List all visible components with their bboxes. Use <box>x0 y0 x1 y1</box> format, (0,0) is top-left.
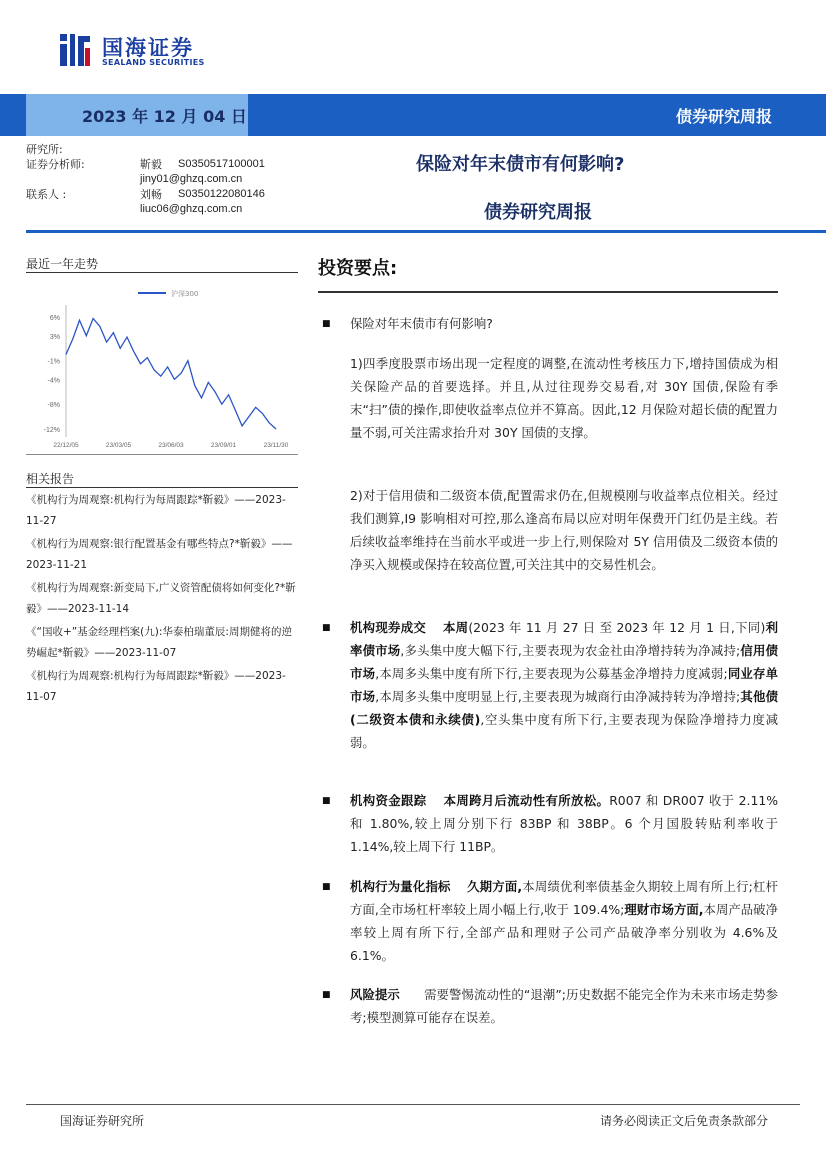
question-title: 保险对年末债市有何影响? <box>350 316 493 331</box>
related-report-item[interactable]: 《“国收+”基金经理档案(九):华泰柏瑞董辰:周期健将的逆势崛起*靳毅》——2023-11-07 <box>26 626 292 659</box>
y-tick-label: -8% <box>47 402 60 410</box>
related-reports <box>26 470 298 708</box>
paragraph-1: 1)四季度股票市场出现一定程度的调整,在流动性考核压力下,增持国债成为相关保险产品的首要选择。并且,从过往现券交易看,对 30Y 国债,保险有季末“扫”债的操作,即使收益率点位并不算高。因此,12 月保险对超长债的配置力量不弱,可关注需求抬升对 30Y 国债的支撑。 <box>350 356 778 440</box>
footer-institute: 国海证券研究所 <box>60 1114 145 1128</box>
trend-chart <box>26 279 298 459</box>
contact-name: 刘畅 <box>140 188 162 201</box>
footer-disclaimer: 请务必阅读正文后免责条款部分 <box>599 1114 768 1128</box>
x-tick-label: 23/03/05 <box>105 442 132 449</box>
y-tick-label: 3% <box>49 333 60 341</box>
footer-divider <box>26 1104 800 1105</box>
keypoints-section <box>318 255 778 283</box>
x-tick-label: 23/09/01 <box>210 442 237 449</box>
section-bond-trading: 机构现券成交 本周(2023 年 11 月 27 日 至 2023 年 12 月 1 日,下同)利率债市场,多头集中度大幅下行,主要表现为农金社由净增持转为净减持;信用债市场,本周多头集中度有所下行,主要表现为公募基金净增持力度减弱;同业存单市场,本周多头集中度明显上行,主要表现为城商行由净减持转为净增持;其他债(二级资本债和永续债),空头集中度有所下行,主要表现为保险净增持力度减弱。 <box>350 620 779 750</box>
related-report-item[interactable]: 《机构行为周观察:机构行为每周跟踪*靳毅》——2023-11-27 <box>26 494 286 527</box>
bullet-icon: ■ <box>322 319 331 329</box>
report-type: 债券研究周报 <box>675 107 772 126</box>
bullet-icon: ■ <box>322 623 331 633</box>
related-report-item[interactable]: 《机构行为周观察:机构行为每周跟踪*靳毅》——2023-11-07 <box>26 670 286 703</box>
series-line <box>66 319 276 430</box>
trend-chart-svg <box>26 279 298 455</box>
related-heading: 相关报告 <box>26 470 298 488</box>
section-funding: 机构资金跟踪 本周跨月后流动性有所放松。R007 和 DR007 收于 2.11%和 1.80%,较上周分别下行 83BP 和 38BP。6 个月国股转贴利率收于 1.14%,较上周下行 11BP。 <box>350 793 778 854</box>
analyst-cert: S0350517100001 <box>178 158 265 170</box>
report-title: 保险对年末债市有何影响? <box>416 154 625 175</box>
analyst-email[interactable]: jiny01@ghzq.com.cn <box>140 173 243 185</box>
analyst-label: 证券分析师: <box>26 158 85 171</box>
contact-label: 联系人 : <box>26 188 67 201</box>
section-quant: 机构行为量化指标 久期方面,本周绩优利率债基金久期较上周有所上行;杠杆方面,全市场杠杆率较上周小幅上行,收于 109.4%;理财市场方面,本周产品破净率较上周有所下行,全部产品和理财子公司产品破净率分别收为 4.6%及 6.1%。 <box>350 879 778 963</box>
legend-label: 沪深300 <box>171 290 199 298</box>
paragraph-2: 2)对于信用债和二级资本债,配置需求仍在,但规模刚与收益率点位相关。经过我们测算,I9 影响相对可控,那么逢高布局以应对明年保费开门红仍是主线。若后续收益率维持在当前水平或进一步上行,则保险对 5Y 信用债及二级资本债的净买入规模或保持在较高位置,可关注其中的交易性机会。 <box>350 488 778 572</box>
header-banner <box>0 94 826 136</box>
related-report-item[interactable]: 《机构行为周观察:新变局下,广义资管配债将如何变化?*靳毅》——2023-11-14 <box>26 582 296 615</box>
bullet-icon: ■ <box>322 796 331 806</box>
bullet-icon: ■ <box>322 990 331 1000</box>
keypoints-heading: 投资要点: <box>318 258 398 279</box>
sealand-logo-icon <box>58 30 92 68</box>
x-tick-label: 22/12/05 <box>53 442 79 449</box>
section-title: 机构资金跟踪 <box>350 793 427 808</box>
institute-label: 研究所: <box>26 143 63 156</box>
company-name-en: SEALAND SECURITIES <box>102 58 205 67</box>
trend-section <box>26 255 298 449</box>
report-date: 2023 年 12 月 04 日 <box>82 107 247 126</box>
report-subtitle: 债券研究周报 <box>484 202 592 223</box>
company-name-cn: 国海证券 <box>102 36 194 60</box>
analyst-info <box>26 142 326 217</box>
contact-cert: S0350122080146 <box>178 188 265 200</box>
x-tick-label: 23/06/03 <box>158 442 184 449</box>
y-tick-label: -1% <box>47 358 60 366</box>
section-title: 机构现券成交 <box>350 620 427 635</box>
header-divider <box>26 230 826 233</box>
section-risk: 风险提示 需要警惕流动性的“退潮”;历史数据不能完全作为未来市场走势参考;模型测算可能存在误差。 <box>350 987 779 1025</box>
y-tick-label: 6% <box>49 315 60 323</box>
company-logo <box>58 30 228 70</box>
y-tick-label: -12% <box>43 427 60 434</box>
x-tick-label: 23/11/30 <box>263 442 289 449</box>
contact-email[interactable]: liuc06@ghzq.com.cn <box>140 203 243 215</box>
bullet-icon: ■ <box>322 882 331 892</box>
analyst-name: 靳毅 <box>140 158 162 171</box>
section-title: 风险提示 <box>350 987 400 1002</box>
related-report-item[interactable]: 《机构行为周观察:银行配置基金有哪些特点?*靳毅》——2023-11-21 <box>26 538 293 571</box>
trend-heading: 最近一年走势 <box>26 255 298 273</box>
y-tick-label: -4% <box>47 377 60 385</box>
section-title: 机构行为量化指标 <box>350 879 451 894</box>
